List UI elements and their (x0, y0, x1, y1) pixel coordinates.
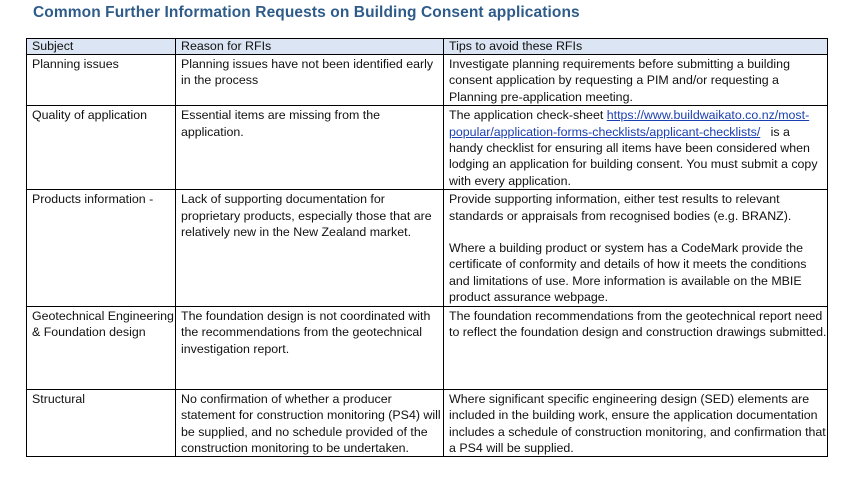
tips-paragraph: Provide supporting information, either test results to relevant standards or appraisals from recognised bodies (e.g. BRANZ). (449, 192, 792, 223)
cell-tips (444, 106, 828, 190)
cell-subject: Quality of application (27, 106, 176, 190)
header-reason: Reason for RFIs (176, 39, 444, 55)
cell-tips: Investigate planning requirements before submitting a building consent application by requesting a PIM and/or requesting a Planning pre-application meeting. (444, 55, 828, 106)
page-title: Common Further Information Requests on Building Consent applications (33, 4, 580, 21)
cell-tips: The foundation recommendations from the geotechnical report need to reflect the foundation design and construction drawings submitted. (444, 306, 828, 389)
rfi-table (26, 38, 828, 457)
cell-reason: Lack of supporting documentation for proprietary products, especially those that are relatively new in the New Zealand market. (176, 190, 444, 306)
tips-text: is a handy checklist for ensuring all items have been considered when lodging an application for building consent. You must submit a copy with every application. (449, 124, 821, 188)
cell-subject: Planning issues (27, 55, 176, 106)
table-row (27, 55, 828, 106)
header-tips: Tips to avoid these RFIs (444, 39, 828, 55)
tips-text: The application check-sheet (449, 108, 607, 123)
table-header-row (27, 39, 828, 55)
cell-reason: Planning issues have not been identified early in the process (176, 55, 444, 106)
table-row (27, 389, 828, 457)
cell-reason: Essential items are missing from the application. (176, 106, 444, 190)
cell-reason: No confirmation of whether a producer statement for construction monitoring (PS4) will be supplied, and no schedule provided of the construction monitoring to be undertaken. (176, 389, 444, 457)
header-subject: Subject (27, 39, 176, 55)
table-row (27, 190, 828, 306)
table-row (27, 106, 828, 190)
cell-reason: The foundation design is not coordinated with the recommendations from the geotechnical investigation report. (176, 306, 444, 389)
tips-paragraph: Where a building product or system has a CodeMark provide the certificate of conformity and details of how it meets the conditions and limitations of use. More information is available on the MBIE product assurance webpage. (449, 241, 807, 305)
cell-tips: Where significant specific engineering design (SED) elements are included in the building work, ensure the application documentation includes a schedule of construction monitoring, and confirmation that a PS4 will be supplied. (444, 389, 828, 457)
cell-tips (444, 190, 828, 306)
table-row (27, 306, 828, 389)
checklist-link[interactable]: https://www.buildwaikato.co.nz/most-popular/application-forms-checklists/applicant-checklists/ (449, 108, 810, 139)
cell-subject: Geotechnical Engineering & Foundation design (27, 306, 176, 389)
cell-subject: Structural (27, 389, 176, 457)
cell-subject: Products information - (27, 190, 176, 306)
